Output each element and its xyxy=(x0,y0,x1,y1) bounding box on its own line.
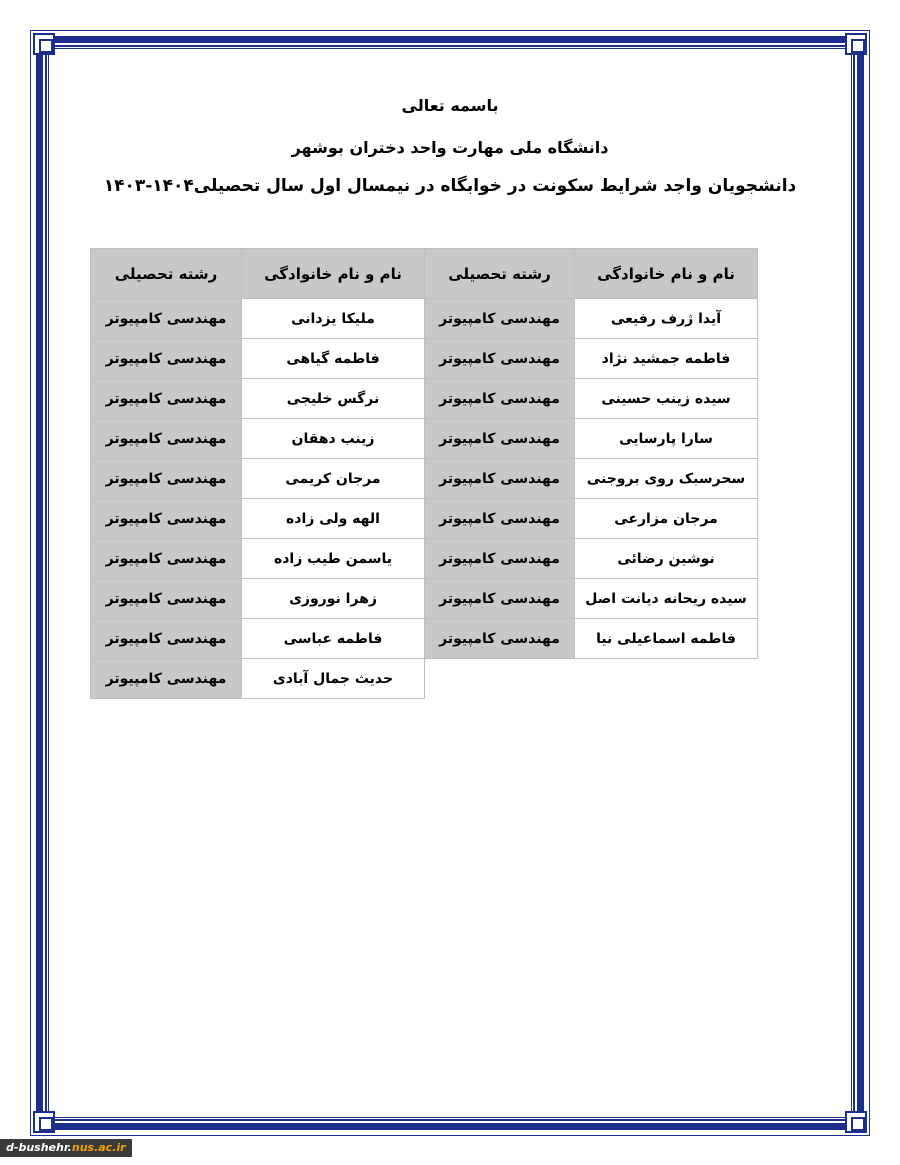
student-name-cell: زهرا نوروزی xyxy=(242,579,425,619)
student-major-cell: مهندسی کامپیوتر xyxy=(425,339,575,379)
student-major-cell: مهندسی کامپیوتر xyxy=(425,379,575,419)
table-row xyxy=(91,579,758,619)
student-name-cell: فاطمه گیاهی xyxy=(242,339,425,379)
border-corner-ornament xyxy=(845,1111,867,1133)
student-major-cell: مهندسی کامپیوتر xyxy=(425,459,575,499)
student-name-cell: فاطمه جمشید نژاد xyxy=(575,339,758,379)
border-corner-ornament xyxy=(33,33,55,55)
border-corner-ornament xyxy=(845,33,867,55)
table-row xyxy=(91,339,758,379)
student-name-cell: سارا پارسایی xyxy=(575,419,758,459)
student-major-cell: مهندسی کامپیوتر xyxy=(91,379,242,419)
table-row xyxy=(91,459,758,499)
header-name: نام و نام خانوادگی xyxy=(242,249,425,299)
student-major-cell: مهندسی کامپیوتر xyxy=(91,339,242,379)
student-name-cell: نوشین رضائی xyxy=(575,539,758,579)
header-major: رشته تحصیلی xyxy=(91,249,242,299)
student-name-cell: حدیث جمال آبادی xyxy=(242,659,425,699)
student-name-cell: مرجان کریمی xyxy=(242,459,425,499)
student-major-cell: مهندسی کامپیوتر xyxy=(425,499,575,539)
empty-cell xyxy=(575,659,758,699)
student-name-cell: زینب دهقان xyxy=(242,419,425,459)
header-major: رشته تحصیلی xyxy=(425,249,575,299)
watermark-prefix: d-bushehr. xyxy=(6,1141,72,1154)
student-name-cell: مرجان مزارعی xyxy=(575,499,758,539)
student-name-cell: فاطمه عباسی xyxy=(242,619,425,659)
student-name-cell: الهه ولی زاده xyxy=(242,499,425,539)
student-table xyxy=(90,248,758,699)
table-header-row xyxy=(91,249,758,299)
empty-cell xyxy=(425,659,575,699)
table-row xyxy=(91,659,758,699)
document-title: دانشجویان واجد شرایط سکونت در خوابگاه در نیمسال اول سال تحصیلی۱۴۰۴-۱۴۰۳ xyxy=(103,176,797,196)
student-major-cell: مهندسی کامپیوتر xyxy=(91,579,242,619)
border-corner-ornament xyxy=(33,1111,55,1133)
table-row xyxy=(91,539,758,579)
student-name-cell: سیده زینب حسینی xyxy=(575,379,758,419)
student-major-cell: مهندسی کامپیوتر xyxy=(91,619,242,659)
student-major-cell: مهندسی کامپیوتر xyxy=(91,419,242,459)
student-major-cell: مهندسی کامپیوتر xyxy=(425,419,575,459)
student-major-cell: مهندسی کامپیوتر xyxy=(425,539,575,579)
table-row xyxy=(91,499,758,539)
invocation-heading: باسمه تعالی xyxy=(401,96,499,115)
student-name-cell: نرگس خلیجی xyxy=(242,379,425,419)
student-major-cell: مهندسی کامپیوتر xyxy=(91,539,242,579)
student-name-cell: آیدا ژرف رفیعی xyxy=(575,299,758,339)
student-name-cell: ملیکا یزدانی xyxy=(242,299,425,339)
student-major-cell: مهندسی کامپیوتر xyxy=(425,619,575,659)
student-major-cell: مهندسی کامپیوتر xyxy=(91,459,242,499)
table-row xyxy=(91,419,758,459)
student-name-cell: فاطمه اسماعیلی نیا xyxy=(575,619,758,659)
student-name-cell: سحرسبک روی بروجنی xyxy=(575,459,758,499)
table-row xyxy=(91,299,758,339)
student-major-cell: مهندسی کامپیوتر xyxy=(425,299,575,339)
header-name: نام و نام خانوادگی xyxy=(575,249,758,299)
university-name: دانشگاه ملی مهارت واحد دختران بوشهر xyxy=(291,138,609,157)
table-row xyxy=(91,619,758,659)
watermark-domain: nus.ac.ir xyxy=(71,1141,126,1154)
student-name-cell: یاسمن طیب زاده xyxy=(242,539,425,579)
site-watermark xyxy=(0,1139,132,1157)
student-major-cell: مهندسی کامپیوتر xyxy=(91,299,242,339)
student-name-cell: سیده ریحانه دیانت اصل xyxy=(575,579,758,619)
student-major-cell: مهندسی کامپیوتر xyxy=(91,499,242,539)
student-major-cell: مهندسی کامپیوتر xyxy=(425,579,575,619)
table-row xyxy=(91,379,758,419)
student-major-cell: مهندسی کامپیوتر xyxy=(91,659,242,699)
